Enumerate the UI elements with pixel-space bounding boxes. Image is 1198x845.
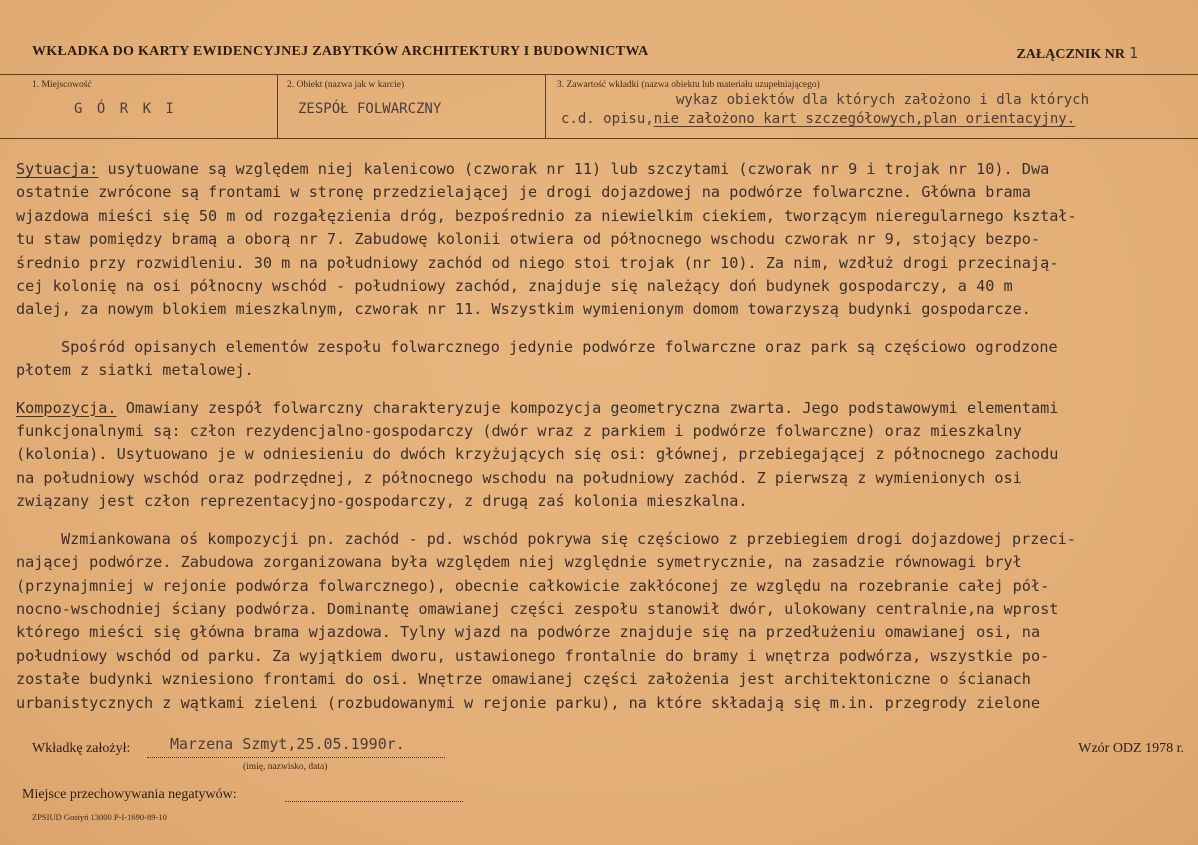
heading-kompozycja: Kompozycja. (16, 398, 117, 417)
author-caption: (imię, nazwisko, data) (243, 762, 328, 772)
text-line: funkcjonalnymi są: człon rezydencjalno-gospodarczy (dwór wraz z parkiem i podwórze folwarczne) oraz mieszkalny (16, 422, 1022, 441)
text-line: na południowy wschód oraz podrzędnej, z północnego wschodu na południowy zachód. Z pierwszą z wymienionych osi (16, 468, 1022, 487)
object-label: 2. Obiekt (nazwa jak w karcie) (287, 80, 405, 90)
model-label: Wzór ODZ 1978 r. (1078, 741, 1184, 756)
header-rule (0, 74, 1198, 75)
content-line-2 (561, 111, 1075, 127)
paragraph-sytuacja-line-1 (16, 158, 1186, 181)
text-line: tu staw pomiędzy bramą a oborą nr 7. Zabudowę kolonii otwiera od północnego wschodu czworak nr 9, stojący bezpo- (16, 230, 1041, 249)
author-value: Marzena Szmyt,25.05.1990r. (170, 735, 405, 753)
print-code: ZPSIUD Gostyń 13000 P-I-1690-89-10 (32, 812, 167, 822)
text-line: Omawiany zespół folwarczny charakteryzuje kompozycja geometryczna zwarta. Jego podstawowymi elementami (116, 398, 1059, 417)
text-line: płotem z siatki metalowej. (16, 361, 254, 380)
annex-number (1016, 44, 1138, 63)
content-line-1: wykaz obiektów dla których założono i dla których (676, 92, 1090, 108)
text-line: (kolonia). Usytuowano je w odniesieniu do dwóch krzyżujących się osi: głównej, przebiegającej z północnego zachodu (16, 445, 1059, 464)
text-line: zostałe budynki wzniesiono frontami do osi. Wnętrze omawianej części założenia jest architektoniczne o ścianach (16, 670, 1031, 689)
text-line: Spośród opisanych elementów zespołu folwarcznego jedynie podwórze folwarczne oraz park są częściowo ogrodzone (61, 337, 1058, 356)
content-label: 3. Zawartość wkładki (nazwa obiektu lub materiału uzupełniającego) (557, 80, 820, 90)
storage-label: Miejsce przechowywania negatywów: (22, 787, 237, 802)
text-line: Wzmiankowana oś kompozycji pn. zachód - pd. wschód pokrywa się częściowo z przebiegiem drogi dojazdowej przeci- (61, 529, 1076, 548)
text-line: ostatnie zwrócone są frontami w stronę przedzielającej je drogi dojazdowej na podwórze folwarczne. Główna brama (16, 183, 1031, 202)
text-line: urbanistycznych z wątkami zieleni (rozbudowanymi w rejonie parku), na które składają się m.in. przegrody zielone (16, 693, 1041, 712)
text-line: usytuowane są względem niej kalenicowo (czworak nr 11) lub szczytami (czworak nr 9 i trojak nr 10). Dwa (98, 160, 1050, 178)
text-line: cej kolonię na osi północny wschód - południowy zachód, znajduje się należący doń budynek gospodarczy, a 40 m (16, 277, 1013, 296)
storage-dotline (285, 801, 463, 802)
text-line: nocno-wschodniej ściany podwórza. Dominantę omawianej części zespołu stanowił dwór, ulokowany centralnie,na wprost (16, 599, 1059, 618)
author-label: Wkładkę założył: (32, 741, 131, 756)
text-line: dalej, za nowym blokiem mieszkalnym, czworak nr 11. Wszystkim wymienionym domom towarzyszą budynki gospodarcze. (16, 300, 1031, 319)
fields-rule (0, 138, 1198, 139)
text-line: średnio przy rozwidleniu. 30 m na południowy zachód od niego stoi trojak (nr 10). Za nim, wzdłuż drogi przecinają- (16, 253, 1059, 272)
annex-value: 1 (1128, 44, 1138, 62)
author-dotline (147, 757, 445, 758)
annex-label: ZAŁĄCZNIK NR (1016, 47, 1125, 62)
text-line: południowy wschód od parku. Za wyjątkiem dworu, ustawionego frontalnie do bramy i wnętrza podwórza, wszystkie po- (16, 646, 1050, 665)
text-line: nającej podwórze. Zabudowa zorganizowana była względem niej względnie symetrycznie, na zasadzie równowagi brył (16, 553, 1022, 572)
field-divider-1 (277, 74, 278, 138)
locality-value: G Ó R K I (74, 101, 177, 117)
text-line: (przynajmniej w rejonie podwórza folwarcznego), obecnie całkowicie zakłóconej ze względu na rozebranie całej pół- (16, 576, 1050, 595)
text-line: związany jest człon reprezentacyjno-gospodarczy, z drugą zaś kolonia mieszkalna. (16, 492, 748, 511)
locality-label: 1. Miejscowość (32, 80, 92, 90)
heading-sytuacja: Sytuacja: (16, 160, 99, 178)
text-line: którego mieści się główna brama wjazdowa. Tylny wjazd na podwórze znajduje się na przedłużeniu omawianej osi, na (16, 623, 1041, 642)
form-title: WKŁADKA DO KARTY EWIDENCYJNEJ ZABYTKÓW ARCHITEKTURY I BUDOWNICTWA (32, 44, 649, 59)
content-rest: nie założono kart szczegółowych,plan orientacyjny. (653, 111, 1076, 127)
description-body (16, 158, 1186, 715)
content-prefix: c.d. opisu, (561, 111, 654, 127)
paragraph-kompozycja-line-1 (16, 397, 1186, 420)
field-divider-2 (545, 74, 546, 138)
object-value: ZESPÓŁ FOLWARCZNY (298, 101, 442, 117)
text-line: wjazdowa mieści się 50 m od rozgałęzienia dróg, bezpośrednio za niewielkim ciekiem, tworzącym nieregularnego kształ- (16, 206, 1077, 225)
